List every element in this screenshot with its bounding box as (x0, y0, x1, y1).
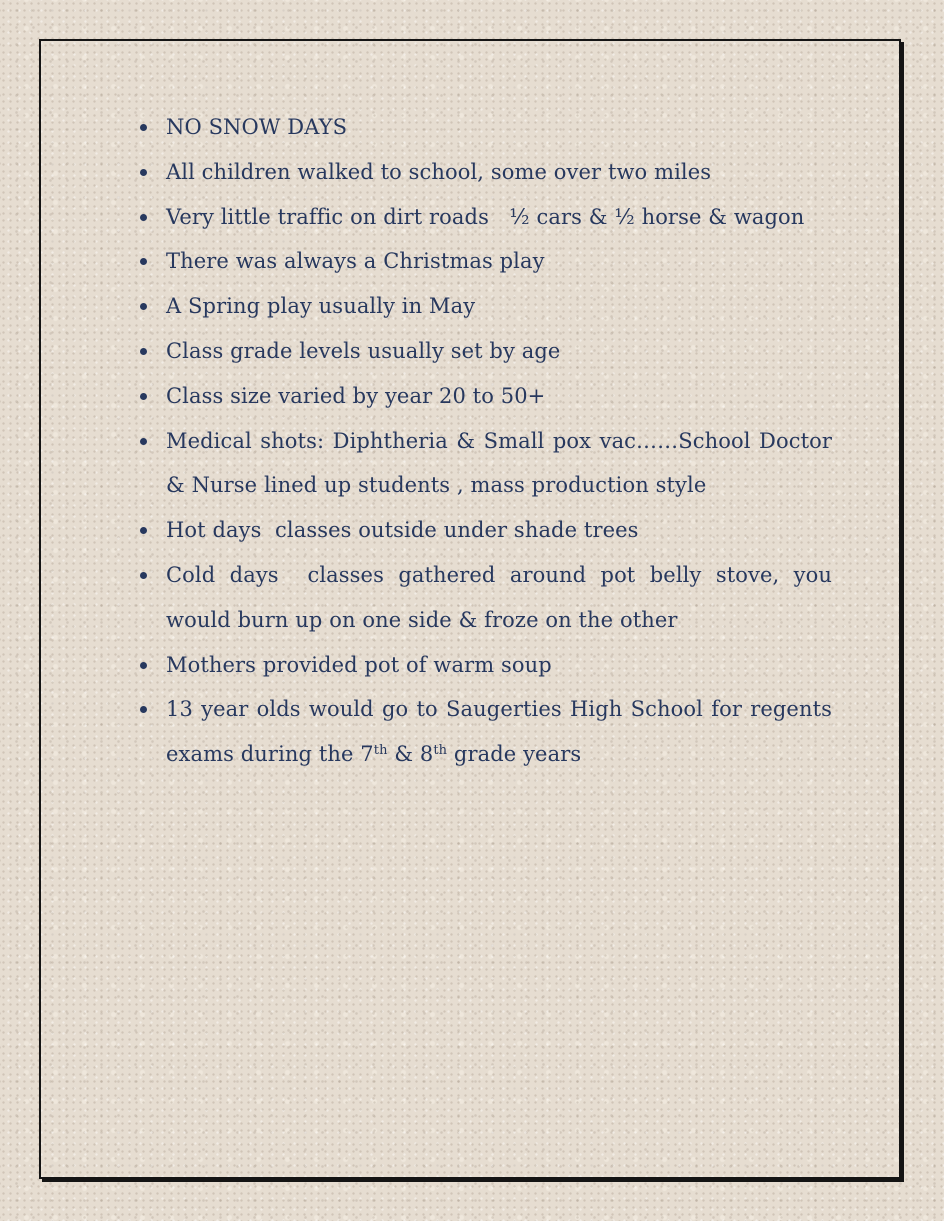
list-item (166, 508, 832, 553)
list-item-text: Mothers provided pot of warm soup (166, 652, 552, 677)
list-item-text: Class grade levels usually set by age (166, 338, 561, 363)
list-item (166, 284, 832, 329)
list-item (166, 105, 832, 150)
list-item (166, 374, 832, 419)
list-item-text: NO SNOW DAYS (166, 115, 348, 139)
memories-bullet-list (166, 105, 832, 777)
list-item (166, 329, 832, 374)
bullet-icon (140, 438, 147, 445)
superscript-ordinal: th (433, 743, 448, 759)
list-item-text: Very little traffic on dirt roads ½ cars & ½ horse & wagon (166, 204, 805, 229)
list-item-text: Class size varied by year 20 to 50+ (166, 383, 546, 408)
list-item (166, 553, 832, 643)
list-item-text: 13 year olds would go to Saugerties High School for regents exams during the 7 (166, 697, 832, 767)
superscript-ordinal: th (373, 743, 388, 759)
list-item-text: grade years (447, 742, 582, 767)
bullet-icon (140, 169, 147, 176)
bullet-icon (140, 572, 147, 579)
list-item (166, 643, 832, 688)
list-item-text: There was always a Christmas play (166, 249, 545, 274)
list-item (166, 419, 832, 509)
list-item-text: Hot days classes outside under shade trees (166, 518, 639, 543)
bullet-icon (140, 124, 147, 131)
list-item-text: All children walked to school, some over two miles (166, 159, 712, 184)
bullet-icon (140, 662, 147, 669)
bullet-icon (140, 214, 147, 221)
list-item-text: A Spring play usually in May (166, 294, 476, 319)
list-item-text: Medical shots: Diphtheria & Small pox vac……School Doctor & Nurse lined up students , mass production style (166, 428, 832, 498)
list-item (166, 687, 832, 777)
list-item-text: & 8 (387, 742, 434, 767)
list-item (166, 150, 832, 195)
bullet-icon (140, 348, 147, 355)
list-item (166, 239, 832, 284)
list-item (166, 195, 832, 240)
bullet-icon (140, 393, 147, 400)
list-item-text: Cold days classes gathered around pot belly stove, you would burn up on one side & froze on the other (166, 562, 832, 632)
